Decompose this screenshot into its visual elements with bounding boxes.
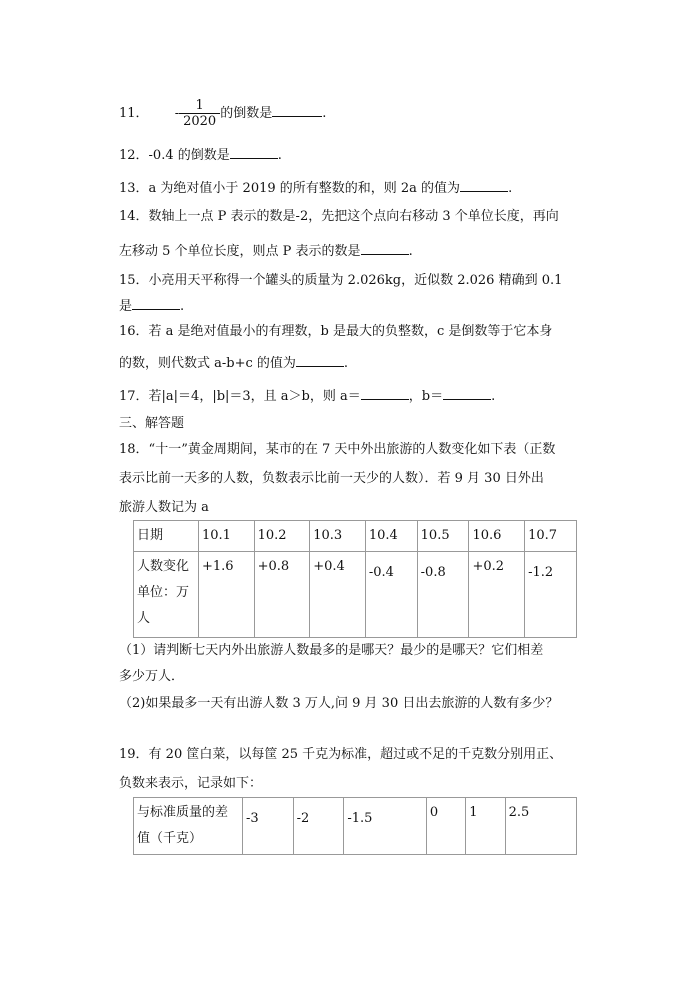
question-text: 表示比前一天多的人数，负数表示比前一天少的人数）．若 9 月 30 日外出	[119, 471, 544, 486]
question-text: ，b＝	[408, 389, 444, 404]
question-14-line2	[119, 242, 413, 261]
table-cell: +1.6	[199, 552, 255, 638]
question-18-sub1-line2	[119, 668, 184, 686]
table-cell: +0.8	[254, 552, 310, 638]
question-18-sub2	[119, 695, 558, 713]
table-cell: 1	[466, 798, 505, 855]
travel-change-table	[133, 520, 577, 638]
question-text: 是	[119, 299, 133, 314]
table-cell: -0.8	[417, 552, 469, 638]
table-row	[134, 552, 577, 638]
table-cell: -1.2	[525, 552, 577, 638]
question-text: 14．数轴上一点 P 表示的数是-2，先把这个点向右移动 3 个单位长度，再向	[119, 209, 559, 224]
question-16-line2	[119, 354, 348, 373]
answer-blank-b[interactable]	[443, 387, 491, 400]
question-text: 的倒数是	[220, 106, 273, 121]
table-row	[134, 798, 577, 855]
answer-blank[interactable]	[296, 354, 344, 367]
question-18-line2	[119, 470, 544, 488]
question-text: 18．“十一”黄金周期间，某市的在 7 天中外出旅游的人数变化如下表（正数	[119, 442, 556, 457]
question-text: 的数，则代数式 a-b+c 的值为	[119, 356, 296, 371]
table-cell: 日期	[134, 521, 199, 552]
table-cell: -0.4	[365, 552, 417, 638]
table-cell: 10.6	[469, 521, 525, 552]
table-cell: 10.7	[525, 521, 577, 552]
period: .	[322, 106, 327, 121]
answer-blank[interactable]	[361, 242, 409, 255]
table-cell: 2.5	[505, 798, 576, 855]
table-cell: 10.1	[199, 521, 255, 552]
period: .	[508, 181, 513, 196]
question-text: 多少万人．	[119, 669, 185, 684]
question-text: 负数来表示，记录如下：	[119, 776, 263, 791]
question-14-line1	[119, 208, 559, 226]
period: .	[277, 148, 282, 163]
question-text: 16．若 a 是绝对值最小的有理数，b 是最大的负整数，c 是倒数等于它本身	[119, 324, 553, 339]
answer-blank[interactable]	[230, 146, 278, 159]
question-15-line2	[119, 297, 184, 316]
question-19-line1	[119, 746, 562, 764]
question-18-line1	[119, 441, 555, 459]
period: .	[491, 389, 496, 404]
answer-blank[interactable]	[132, 297, 180, 310]
table-cell: 10.5	[417, 521, 469, 552]
cabbage-weight-table	[133, 797, 577, 855]
table-cell: 0	[426, 798, 465, 855]
table-cell: 10.4	[365, 521, 417, 552]
question-13	[119, 179, 512, 198]
question-17	[119, 387, 495, 406]
question-18-sub1-line1	[119, 642, 543, 660]
fraction-numerator: 1	[179, 98, 220, 114]
table-cell: -2	[293, 798, 344, 855]
question-11	[119, 98, 326, 129]
question-text: （1）请判断七天内外出旅游人数最多的是哪天？最少的是哪天？它们相差	[119, 643, 544, 658]
table-cell: +0.2	[469, 552, 525, 638]
answer-blank[interactable]	[460, 179, 508, 192]
table-cell: -1.5	[344, 798, 427, 855]
table-cell: 10.2	[254, 521, 310, 552]
fraction	[179, 98, 220, 129]
table-cell: +0.4	[310, 552, 366, 638]
answer-blank[interactable]	[272, 104, 322, 117]
question-text: （2)如果最多一天有出游人数 3 万人,问 9 月 30 日出去旅游的人数有多少？	[119, 696, 559, 711]
table-cell: -3	[243, 798, 294, 855]
period: .	[343, 356, 349, 371]
question-15-line1	[119, 272, 562, 290]
question-text: 左移动 5 个单位长度，则点 P 表示的数是	[119, 244, 361, 259]
question-text: 12．-0.4 的倒数是	[119, 148, 230, 163]
question-text: 17．若|a|＝4，|b|＝3，且 a＞b，则 a＝	[119, 389, 361, 404]
question-text: 19．有 20 筐白菜，以每筐 25 千克为标准，超过或不足的千克数分别用正、	[119, 747, 563, 762]
table-row-label: 人数变化单位：万人	[134, 552, 199, 638]
minus-sign: -	[174, 106, 180, 121]
question-text: 旅游人数记为 a	[119, 500, 209, 515]
section-title: 三、解答题	[119, 416, 185, 431]
question-18-line3	[119, 499, 209, 517]
section-heading	[119, 415, 184, 433]
question-16-line1	[119, 323, 552, 341]
question-12	[119, 146, 282, 165]
table-header-row	[134, 521, 577, 552]
question-text: 15．小亮用天平称得一个罐头的质量为 2.026kg，近似数 2.026 精确到 0.1	[119, 273, 563, 288]
table-row-label: 与标准质量的差值（千克）	[134, 798, 243, 855]
period: .	[180, 299, 185, 314]
question-number: 11．	[119, 106, 149, 121]
question-text: 13．a 为绝对值小于 2019 的所有整数的和，则 2a 的值为	[119, 181, 461, 196]
fraction-denominator: 2020	[183, 114, 217, 129]
answer-blank-a[interactable]	[361, 387, 409, 400]
question-19-line2	[119, 775, 262, 793]
period: .	[408, 244, 413, 259]
table-cell: 10.3	[310, 521, 366, 552]
